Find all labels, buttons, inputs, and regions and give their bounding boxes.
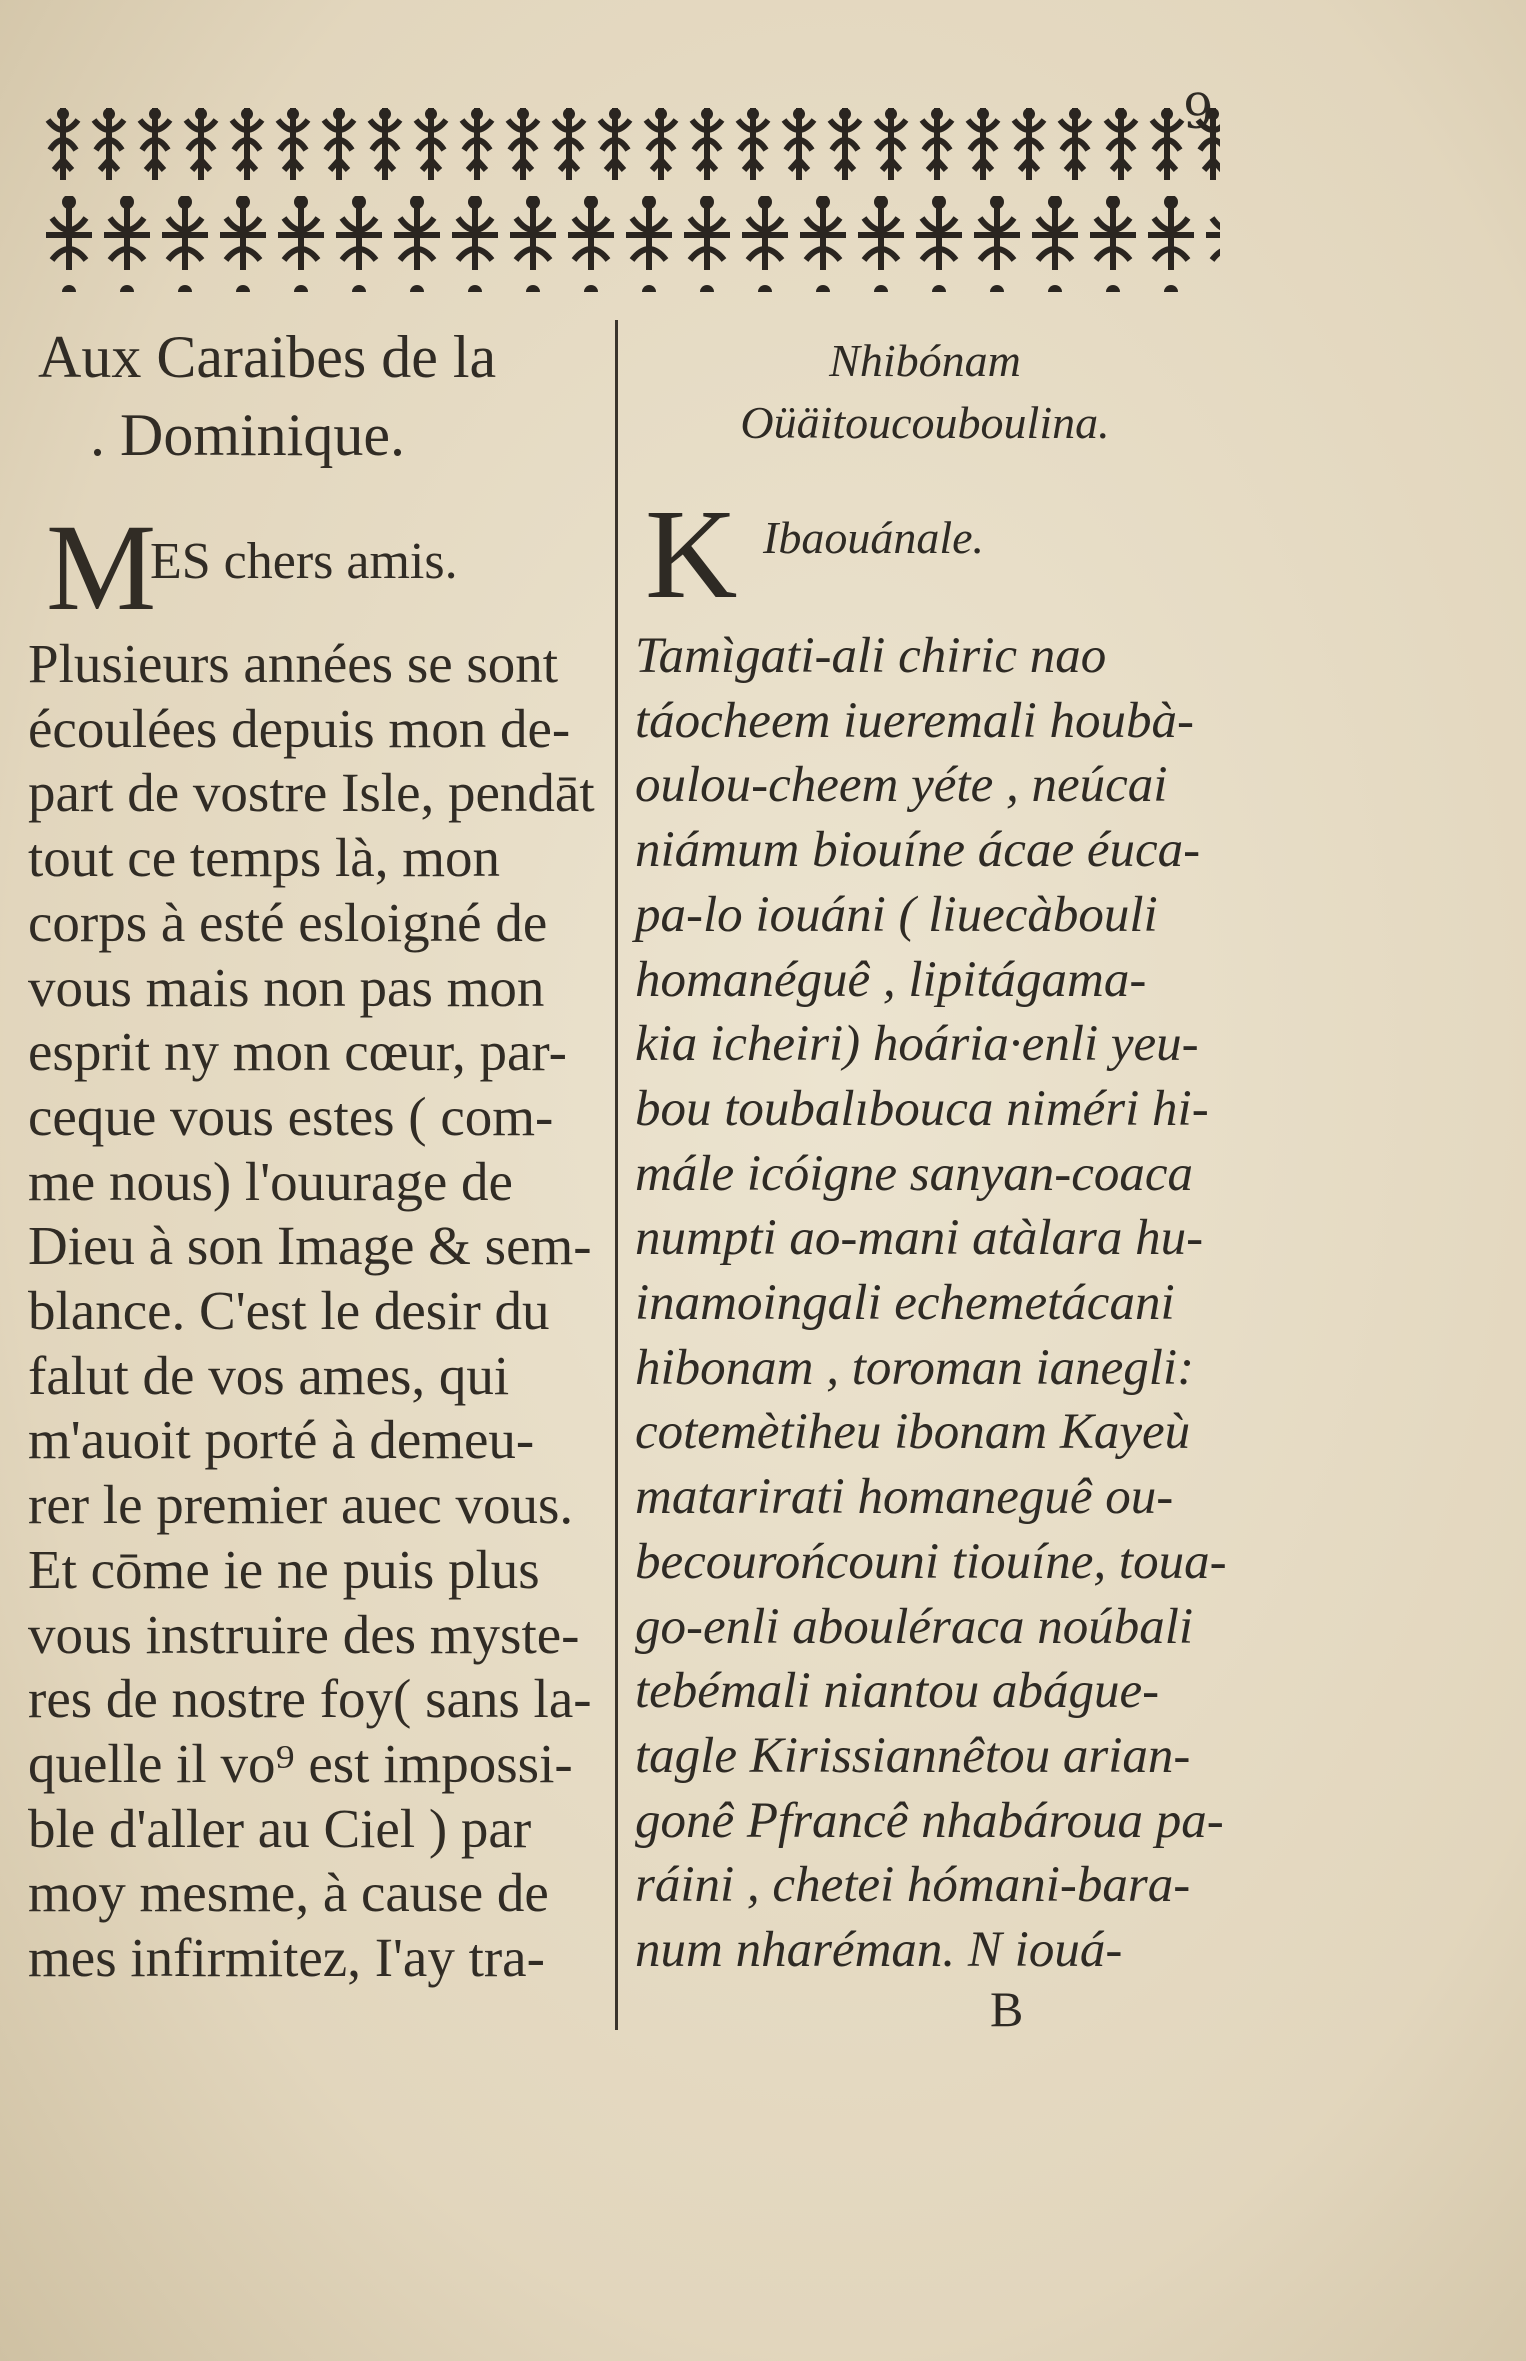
text-line: bou toubalıbouca niméri hi- xyxy=(635,1080,1209,1137)
text-line: mes infirmitez, I'ay tra- xyxy=(28,1927,545,1989)
french-heading-line-1: Aux Caraibes de la xyxy=(38,324,497,390)
text-line: kia icheiri) hoária·enli yeu- xyxy=(635,1016,1199,1073)
text-line: matarirati homaneguê ou- xyxy=(635,1469,1174,1526)
text-line: ble d'aller au Ciel ) par xyxy=(28,1797,532,1859)
text-line: ceque vous estes ( com- xyxy=(28,1085,554,1147)
text-line: vous instruire des myste- xyxy=(28,1603,580,1665)
text-line: quelle il vo⁹ est impossi- xyxy=(28,1732,573,1794)
french-column xyxy=(28,320,598,1991)
text-line: Dieu à son Image & sem- xyxy=(28,1215,592,1277)
text-line: becourońcouni tiouíne, toua- xyxy=(635,1533,1227,1590)
text-line: ráini , chetei hómani-bara- xyxy=(635,1857,1191,1914)
french-heading-line-2: . Dominique. xyxy=(90,402,405,468)
drop-cap-m: M xyxy=(46,499,157,636)
text-line: Tamìgati-ali chiric nao xyxy=(635,628,1107,684)
text-line: corps à esté esloigné de xyxy=(28,891,548,953)
text-line: go-enli abouléraca noúbali xyxy=(635,1598,1194,1655)
ornamental-header-band xyxy=(40,100,1230,300)
carib-heading-line-2: Oüäitoucouboulina. xyxy=(740,397,1110,448)
text-line: gonê Pfrancê nhabároua pa- xyxy=(635,1792,1224,1849)
text-line: esprit ny mon cœur, par- xyxy=(28,1021,567,1083)
text-line: écoulées depuis mon de- xyxy=(28,697,571,759)
text-line: hibonam , toroman ianegli: xyxy=(635,1339,1195,1396)
text-line: táocheem iueremali houbà- xyxy=(635,692,1194,749)
text-line: tagle Kirissiannêtou arian- xyxy=(635,1727,1191,1784)
text-line: num nharéman. N iouá- xyxy=(635,1922,1123,1979)
text-line: vous mais non pas mon xyxy=(28,956,545,1018)
text-line: tebémali niantou abágue- xyxy=(635,1663,1160,1720)
text-line: me nous) l'ouurage de xyxy=(28,1150,513,1212)
french-salutation xyxy=(28,499,598,636)
text-line: tout ce temps là, mon xyxy=(28,827,500,889)
text-line: falut de vos ames, qui xyxy=(28,1344,510,1406)
text-line: rer le premier auec vous. xyxy=(28,1474,574,1536)
text-line: cotemètiheu ibonam Kayeù xyxy=(635,1404,1191,1461)
text-line: homanéguê , lipitágama- xyxy=(635,951,1147,1008)
text-line: blance. C'est le desir du xyxy=(28,1280,550,1342)
text-line: Plusieurs années se sont xyxy=(28,633,559,694)
carib-heading-line-1: Nhibónam xyxy=(829,335,1021,386)
carib-salutation-text: Ibaouánale. xyxy=(763,512,985,563)
drop-cap-k: K xyxy=(645,483,738,625)
text-line: inamoingali echemetácani xyxy=(635,1275,1175,1332)
carib-column xyxy=(635,330,1227,1983)
text-line: res de nostre foy( sans la- xyxy=(28,1668,592,1730)
column-divider xyxy=(615,320,618,2030)
carib-salutation xyxy=(635,483,1215,625)
text-line: Et cōme ie ne puis plus xyxy=(28,1538,540,1600)
text-line: pa-lo iouáni ( liuecàbouli xyxy=(635,886,1158,943)
text-line: niámum biouíne ácae éuca- xyxy=(635,822,1201,879)
text-line: part de vostre Isle, pendāt xyxy=(28,762,595,824)
text-line: mále icóigne sanyan-coaca xyxy=(635,1145,1193,1202)
text-line: numpti ao-mani atàlara hu- xyxy=(635,1210,1204,1267)
signature-mark: B xyxy=(990,1981,1024,2037)
text-line: moy mesme, à cause de xyxy=(28,1862,549,1924)
text-line: m'auoit porté à demeu- xyxy=(28,1409,535,1471)
text-line: oulou-cheem yéte , neúcai xyxy=(635,757,1168,814)
french-salutation-text: ES chers amis. xyxy=(150,533,458,590)
